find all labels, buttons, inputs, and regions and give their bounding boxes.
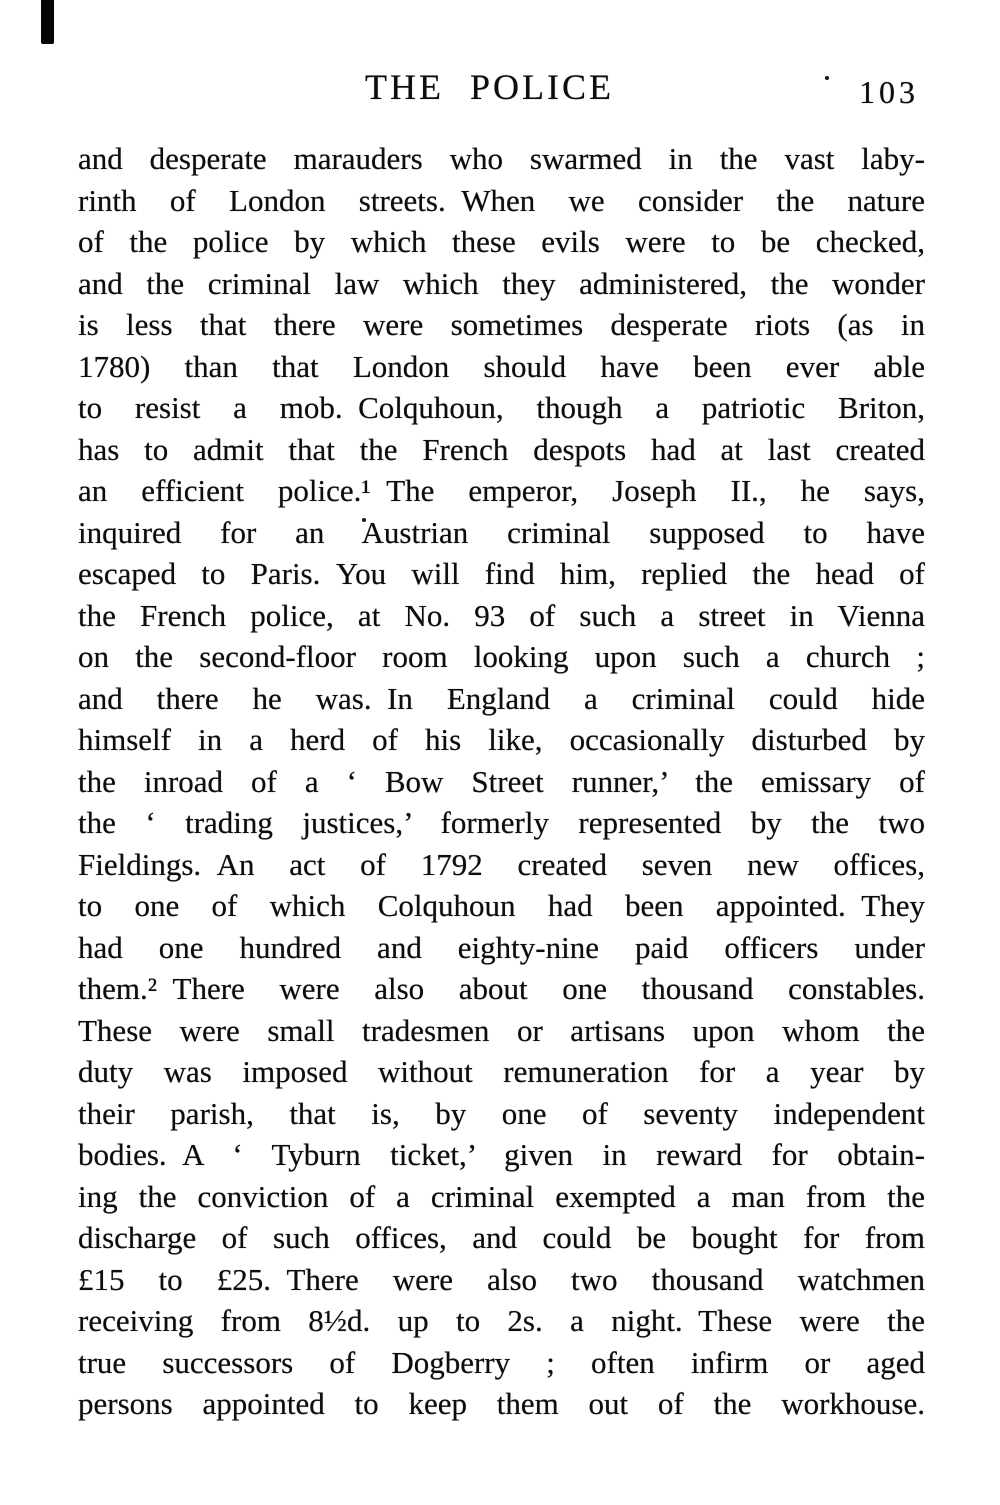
- text-line: true successors of Dogberry ; often infirm or aged: [78, 1344, 925, 1380]
- text-line: the inroad of a ‘ Bow Street runner,’ the emissary of: [78, 763, 925, 799]
- text-line: 1780) than that London should have been ever able: [78, 348, 925, 384]
- text-line: ing the conviction of a criminal exempted a man from the: [78, 1178, 925, 1214]
- text-line: has to admit that the French despots had at last created: [78, 431, 925, 467]
- text-line: Fieldings. An act of 1792 created seven new offices,: [78, 846, 925, 882]
- text-line: inquired for an Austrian criminal supposed to have: [78, 514, 925, 550]
- text-line: of the police by which these evils were to be checked,: [78, 224, 925, 259]
- text-line: rinth of London streets. When we consider the nature: [78, 182, 925, 218]
- page-number: 103: [859, 74, 919, 110]
- text-line: them.² There were also about one thousand constables.: [78, 971, 925, 1006]
- text-line: and the criminal law which they administered, the wonder: [78, 265, 925, 301]
- text-line: escaped to Paris. You will find him, replied the head of: [78, 556, 925, 591]
- text-line: and there he was. In England a criminal could hide: [78, 680, 925, 716]
- text-line: persons appointed to keep them out of the workhouse.: [78, 1386, 925, 1421]
- text-line: receiving from 8½d. up to 2s. a night. These were the: [78, 1303, 925, 1338]
- text-line: bodies. A ‘ Tyburn ticket,’ given in reward for obtain-: [78, 1137, 925, 1172]
- text-line: their parish, that is, by one of seventy independent: [78, 1095, 925, 1131]
- text-line: These were small tradesmen or artisans upon whom the: [78, 1012, 925, 1048]
- text-line: £15 to £25. There were also two thousand watchmen: [78, 1261, 925, 1297]
- running-head: [78, 66, 925, 116]
- text-line: himself in a herd of his like, occasionally disturbed by: [78, 722, 925, 757]
- text-line: to one of which Colquhoun had been appointed. They: [78, 888, 925, 923]
- text-line: and desperate marauders who swarmed in the vast laby-: [78, 141, 925, 176]
- text-line: the French police, at No. 93 of such a street in Vienna: [78, 597, 925, 633]
- text-line: discharge of such offices, and could be bought for from: [78, 1220, 925, 1255]
- page-text: [78, 138, 925, 1425]
- scan-artifact-bar: [41, 0, 54, 44]
- page-title: THE POLICE: [365, 67, 614, 107]
- text-line: the ‘ trading justices,’ formerly represented by the two: [78, 805, 925, 840]
- text-line: to resist a mob. Colquhoun, though a patriotic Briton,: [78, 390, 925, 425]
- text-line: an efficient police.¹ The emperor, Joseph II., he says,: [78, 473, 925, 508]
- text-line: on the second-floor room looking upon such a church ;: [78, 639, 925, 674]
- text-line: is less that there were sometimes desperate riots (as in: [78, 307, 925, 342]
- text-line: duty was imposed without remuneration for a year by: [78, 1054, 925, 1089]
- text-line: had one hundred and eighty-nine paid officers under: [78, 929, 925, 965]
